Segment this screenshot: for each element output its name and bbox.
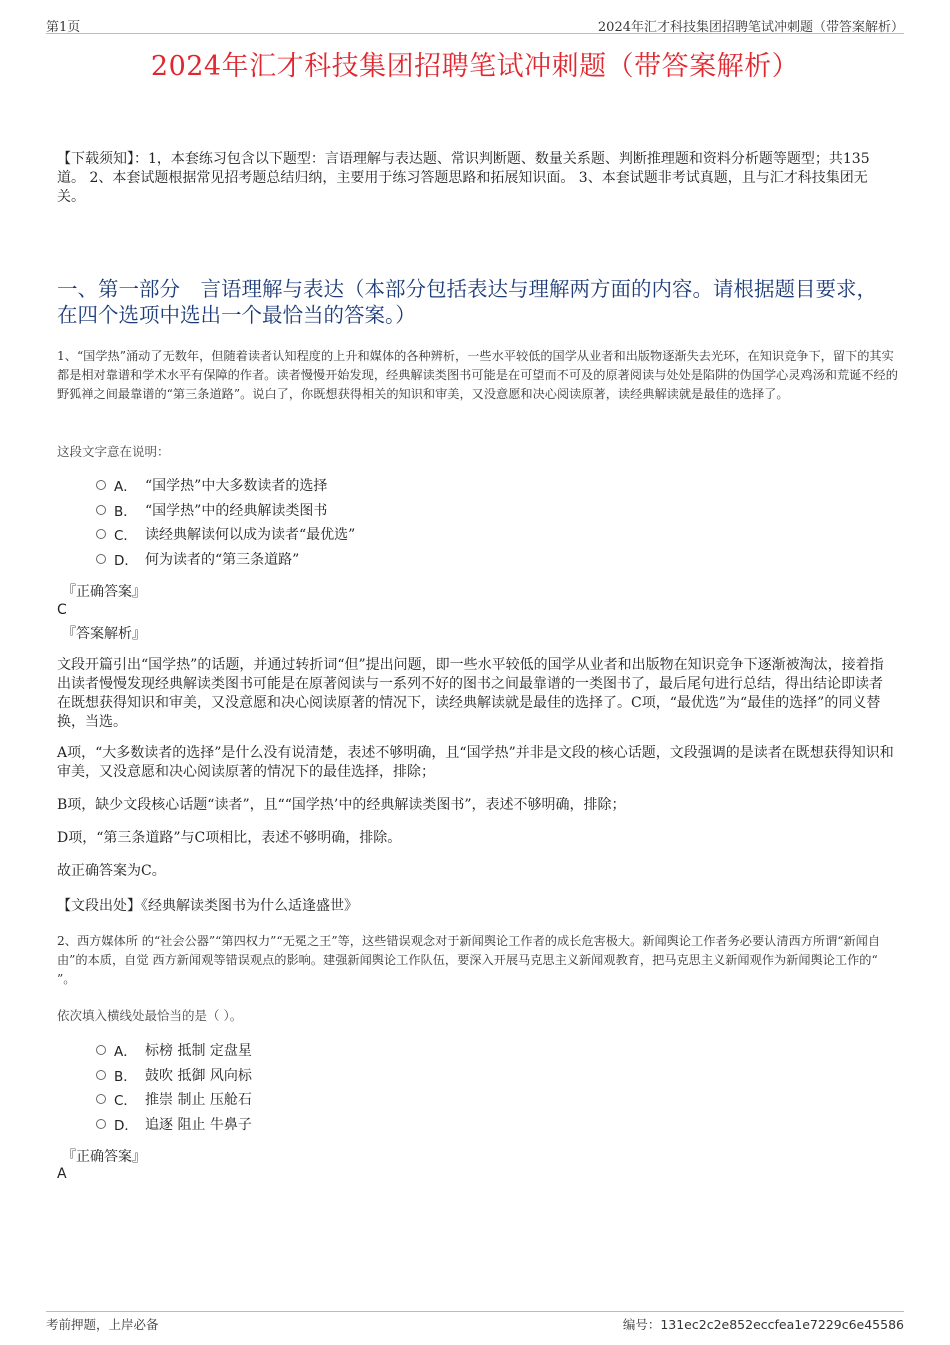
footer-slogan: 考前押题，上岸必备 [46, 1317, 159, 1332]
radio-button-icon[interactable] [96, 480, 106, 490]
question-2-prompt: 依次填入横线处最恰当的是（ ）。 [57, 1008, 243, 1023]
page-footer [46, 1311, 904, 1335]
footer-code-value: 131ec2c2e852eccfea1e7229c6e45586 [660, 1317, 904, 1332]
q2-option-b[interactable] [96, 1063, 696, 1088]
option-letter: C． [114, 528, 137, 545]
option-letter: B． [114, 1068, 137, 1085]
radio-button-icon[interactable] [96, 1045, 106, 1055]
question-2-options [96, 1038, 696, 1136]
q1-analysis-paragraph: D项，“第三条道路”与C项相比，表述不够明确，排除。 [57, 830, 402, 846]
radio-button-icon[interactable] [96, 554, 106, 564]
page-number: 第1页 [46, 20, 81, 35]
option-text: 标榜 抵制 定盘星 [145, 1043, 252, 1060]
page-header [46, 14, 904, 34]
q1-answer: C [57, 602, 67, 618]
q1-analysis-paragraph: 故正确答案为C。 [57, 863, 166, 879]
option-text: “国学热”中大多数读者的选择 [145, 478, 328, 495]
option-letter: B． [114, 503, 137, 520]
option-letter: D． [114, 1117, 138, 1134]
q1-option-c[interactable] [96, 522, 696, 547]
question-2-stem: 2、西方媒体所 的“社会公器”“第四权力”“无冕之王”等，这些错误观念对于新闻舆论工作者的成长危害极大。新闻舆论工作者务必要认清西方所谓“新闻自由”的本质，自觉 西方新闻观等错误观点的影响。建强新闻舆论工作队伍，要深入开展马克思主义新闻观教育，把马克思主义新闻观作为新闻舆论工作的“ ”。 [57, 934, 881, 986]
q1-answer-label: 『正确答案』 [62, 584, 146, 600]
option-letter: A． [114, 479, 137, 496]
q1-analysis-paragraph: B项，缺少文段核心话题“读者”，且““国学热’中的经典解读类图书”，表述不够明确，排除； [57, 797, 626, 813]
radio-button-icon[interactable] [96, 1070, 106, 1080]
radio-button-icon[interactable] [96, 1094, 106, 1104]
option-text: “国学热”中的经典解读类图书 [145, 502, 328, 519]
footer-code [623, 1315, 904, 1333]
option-letter: A． [114, 1044, 137, 1061]
document-title: 2024年汇才科技集团招聘笔试冲刺题（带答案解析） [150, 51, 800, 82]
option-text: 读经典解读何以成为读者“最优选” [145, 527, 356, 544]
q1-analysis-paragraph: 文段开篇引出“国学热”的话题，并通过转折词“但”提出问题，即一些水平较低的国学从业者和出版物在知识竞争下逐渐被淘汰，接着指出读者慢慢发现经典解读类图书可能是在原著阅读与一系列不好的图书之间最靠谱的一类图书了，最后尾句进行总结，得出结论即读者在既想获得知识和审美，又没意愿和决心阅读原著的情况下，读经典解读就是最佳的选择了。C项，“最优选”为“最佳的选择”的同义替换，当选。 [57, 657, 884, 730]
q1-analysis-label: 『答案解析』 [62, 626, 146, 642]
q1-option-d[interactable] [96, 547, 696, 572]
option-letter: C． [114, 1093, 137, 1110]
footer-code-label: 编号： [622, 1317, 661, 1332]
q1-source: 【文段出处】《经典解读类图书为什么适逢盛世》 [57, 898, 358, 914]
q1-option-b[interactable] [96, 498, 696, 523]
q1-analysis-paragraph: A项，“大多数读者的选择”是什么没有说清楚，表述不够明确，且“国学热”并非是文段的核心话题，文段强调的是读者在既想获得知识和审美，又没意愿和决心阅读原著的情况下的最佳选择，排除； [57, 745, 894, 780]
option-text: 追逐 阻止 牛鼻子 [145, 1116, 252, 1133]
question-1-prompt: 这段文字意在说明： [57, 444, 170, 459]
option-letter: D． [114, 552, 138, 569]
radio-button-icon[interactable] [96, 505, 106, 515]
option-text: 鼓吹 抵御 风向标 [145, 1067, 252, 1084]
question-1-stem: 1、“国学热”涌动了无数年，但随着读者认知程度的上升和媒体的各种辨析，一些水平较低的国学从业者和出版物逐渐失去光环，在知识竞争下，留下的其实都是相对靠谱和学术水平有保障的作者。读者慢慢开始发现，经典解读类图书可能是在可望而不可及的原著阅读与处处是陷阱的伪国学心灵鸡汤和荒诞不经的野狐禅之间最靠谱的“第三条道路”。说白了，你既想获得相关的知识和审美，又没意愿和决心阅读原著，读经典解读就是最佳的选择了。 [57, 349, 898, 401]
q2-option-a[interactable] [96, 1038, 696, 1063]
header-doc-title: 2024年汇才科技集团招聘笔试冲刺题（带答案解析） [597, 20, 904, 35]
q2-option-c[interactable] [96, 1087, 696, 1112]
section-heading: 一、第一部分 言语理解与表达（本部分包括表达与理解两方面的内容。请根据题目要求，在四个选项中选出一个最恰当的答案。） [57, 277, 877, 327]
q2-answer-label: 『正确答案』 [62, 1149, 146, 1165]
radio-button-icon[interactable] [96, 529, 106, 539]
q2-answer: A [57, 1166, 67, 1182]
download-notice: 【下载须知】：1，本套练习包含以下题型：言语理解与表达题、常识判断题、数量关系题、判断推理题和资料分析题等题型；共135道。 2、本套试题根据常见招考题总结归纳，主要用于练习答题思路和拓展知识面。 3、本套试题非考试真题，且与汇才科技集团无关。 [57, 151, 870, 205]
option-text: 推崇 制止 压舱石 [145, 1092, 252, 1109]
option-text: 何为读者的“第三条道路” [145, 551, 300, 568]
q1-option-a[interactable] [96, 473, 696, 498]
q2-option-d[interactable] [96, 1112, 696, 1137]
radio-button-icon[interactable] [96, 1119, 106, 1129]
question-1-options [96, 473, 696, 571]
